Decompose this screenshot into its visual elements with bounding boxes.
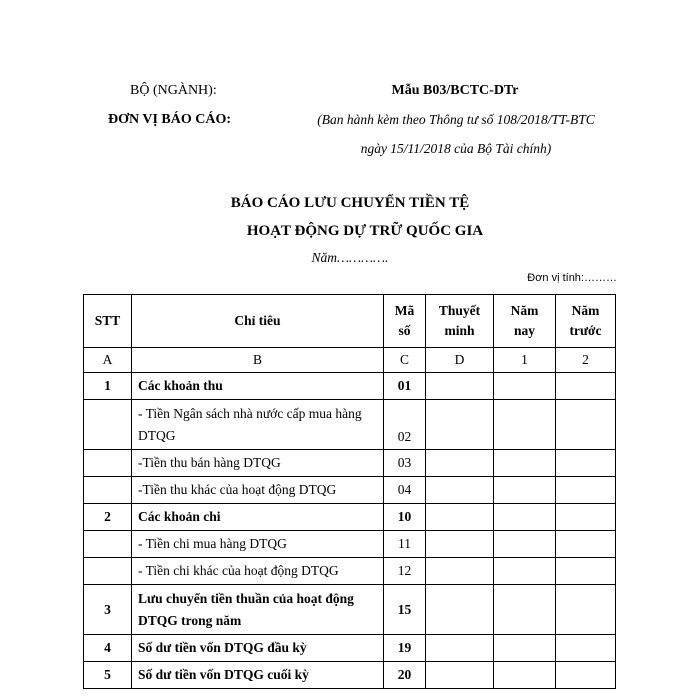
currency-unit-note: Đơn vị tính:……… xyxy=(527,272,617,284)
table-row xyxy=(84,504,616,531)
cell-nam-nay xyxy=(494,373,556,400)
cell-nam-truoc xyxy=(556,450,616,477)
form-code: Mẫu B03/BCTC-DTr xyxy=(391,83,519,98)
table-row xyxy=(84,373,616,400)
row-label: Các khoản chi xyxy=(132,504,384,531)
row-stt: 1 xyxy=(84,373,132,400)
cell-thuyet-minh xyxy=(426,635,494,662)
column-letter: D xyxy=(426,348,494,373)
header-nam-nay: Năm nay xyxy=(494,295,556,348)
row-label: Lưu chuyển tiền thuần của hoạt động DTQG trong năm xyxy=(132,585,384,635)
row-code: 01 xyxy=(384,373,426,400)
cash-flow-table xyxy=(83,294,616,689)
column-letter: B xyxy=(132,348,384,373)
row-code: 10 xyxy=(384,504,426,531)
row-label: - Tiền Ngân sách nhà nước cấp mua hàng DTQG xyxy=(132,400,384,450)
cell-thuyet-minh xyxy=(426,504,494,531)
cell-thuyet-minh xyxy=(426,373,494,400)
row-code: 12 xyxy=(384,558,426,585)
cell-nam-truoc xyxy=(556,373,616,400)
cell-nam-nay xyxy=(494,400,556,450)
row-stt xyxy=(84,531,132,558)
cell-nam-truoc xyxy=(556,531,616,558)
cell-nam-truoc xyxy=(556,635,616,662)
table-row xyxy=(84,531,616,558)
row-code: 19 xyxy=(384,635,426,662)
cell-nam-truoc xyxy=(556,558,616,585)
row-label: Số dư tiền vốn DTQG cuối kỳ xyxy=(132,662,384,689)
cell-nam-nay xyxy=(494,531,556,558)
cell-thuyet-minh xyxy=(426,477,494,504)
table-row xyxy=(84,662,616,689)
report-year: Năm…………. xyxy=(311,250,389,265)
ministry-label: BỘ (NGÀNH): xyxy=(130,83,217,98)
cell-thuyet-minh xyxy=(426,400,494,450)
row-stt: 3 xyxy=(84,585,132,635)
cell-nam-nay xyxy=(494,635,556,662)
cell-nam-nay xyxy=(494,450,556,477)
row-stt xyxy=(84,450,132,477)
table-header-row xyxy=(84,295,616,348)
column-letter-row xyxy=(84,348,616,373)
cell-thuyet-minh xyxy=(426,450,494,477)
column-letter: 1 xyxy=(494,348,556,373)
header-chi-tieu: Chỉ tiêu xyxy=(132,295,384,348)
cell-thuyet-minh xyxy=(426,585,494,635)
cell-nam-nay xyxy=(494,477,556,504)
row-stt xyxy=(84,477,132,504)
cell-thuyet-minh xyxy=(426,558,494,585)
report-subtitle: HOẠT ĐỘNG DỰ TRỮ QUỐC GIA xyxy=(246,223,484,239)
row-stt xyxy=(84,558,132,585)
row-label: - Tiền chi mua hàng DTQG xyxy=(132,531,384,558)
table-row xyxy=(84,558,616,585)
row-code: 04 xyxy=(384,477,426,504)
column-letter: 2 xyxy=(556,348,616,373)
cell-nam-truoc xyxy=(556,585,616,635)
row-stt: 5 xyxy=(84,662,132,689)
row-stt xyxy=(84,400,132,450)
cell-nam-truoc xyxy=(556,400,616,450)
cell-nam-nay xyxy=(494,585,556,635)
row-stt: 4 xyxy=(84,635,132,662)
cell-nam-nay xyxy=(494,558,556,585)
row-label: Số dư tiền vốn DTQG đầu kỳ xyxy=(132,635,384,662)
table-row xyxy=(84,585,616,635)
table-row xyxy=(84,477,616,504)
table-row xyxy=(84,450,616,477)
cell-nam-nay xyxy=(494,504,556,531)
row-code: 02 xyxy=(384,400,426,450)
issued-note-line1: (Ban hành kèm theo Thông tư số 108/2018/TT-BTC xyxy=(317,112,595,127)
row-stt: 2 xyxy=(84,504,132,531)
row-code: 11 xyxy=(384,531,426,558)
header-stt: STT xyxy=(84,295,132,348)
cell-nam-truoc xyxy=(556,477,616,504)
issued-note-line2: ngày 15/11/2018 của Bộ Tài chính) xyxy=(360,141,552,156)
cell-nam-truoc xyxy=(556,662,616,689)
row-code: 20 xyxy=(384,662,426,689)
row-code: 03 xyxy=(384,450,426,477)
cell-nam-truoc xyxy=(556,504,616,531)
cell-thuyet-minh xyxy=(426,662,494,689)
table-row xyxy=(84,635,616,662)
row-label: -Tiền thu bán hàng DTQG xyxy=(132,450,384,477)
reporting-unit-label: ĐƠN VỊ BÁO CÁO: xyxy=(108,112,232,127)
column-letter: A xyxy=(84,348,132,373)
header-ma-so: Mã số xyxy=(384,295,426,348)
table-row xyxy=(84,400,616,450)
row-label: - Tiền chi khác của hoạt động DTQG xyxy=(132,558,384,585)
row-code: 15 xyxy=(384,585,426,635)
row-label: -Tiền thu khác của hoạt động DTQG xyxy=(132,477,384,504)
header-nam-truoc: Năm trước xyxy=(556,295,616,348)
column-letter: C xyxy=(384,348,426,373)
cell-thuyet-minh xyxy=(426,531,494,558)
cell-nam-nay xyxy=(494,662,556,689)
row-label: Các khoản thu xyxy=(132,373,384,400)
report-title: BÁO CÁO LƯU CHUYỂN TIỀN TỆ xyxy=(230,195,470,211)
header-thuyet-minh: Thuyết minh xyxy=(426,295,494,348)
